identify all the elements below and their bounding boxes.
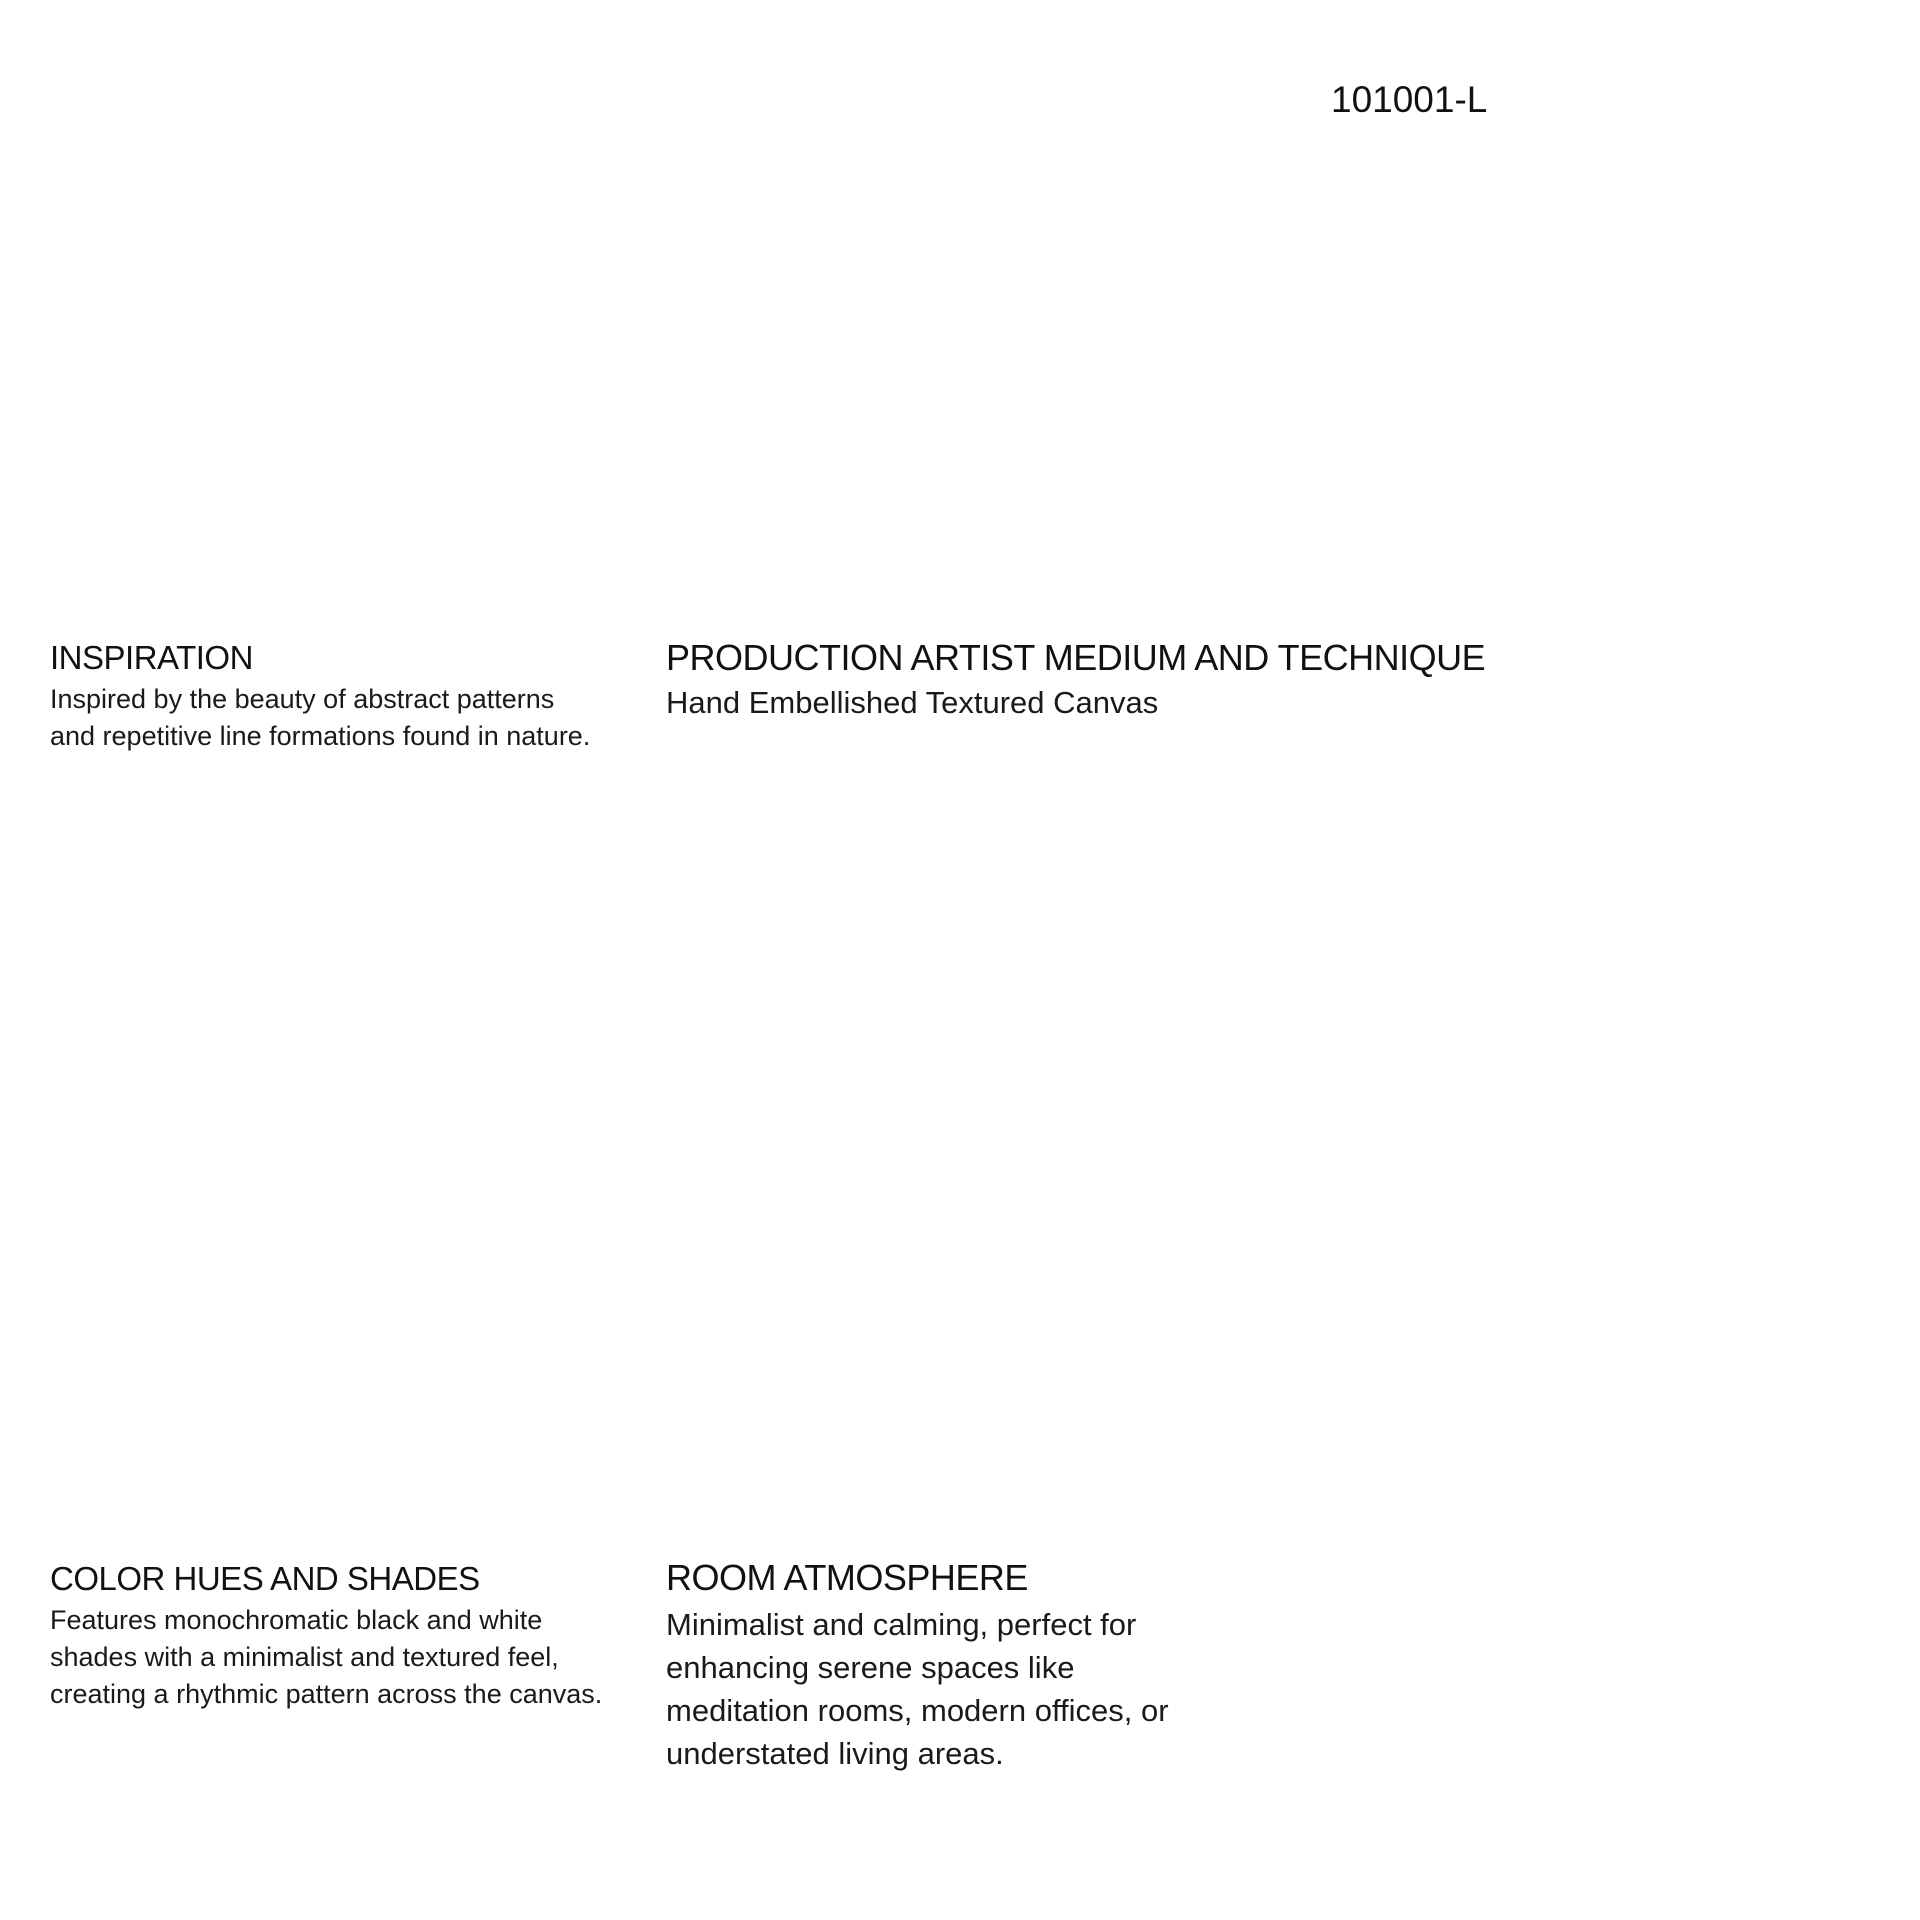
room-line: enhancing serene spaces like <box>666 1650 1075 1685</box>
room-line: understated living areas. <box>666 1736 1004 1771</box>
inspiration-line: Inspired by the beauty of abstract patterns <box>50 684 555 714</box>
color-line: shades with a minimalist and textured feel, <box>50 1642 559 1672</box>
production-line: Hand Embellished Textured Canvas <box>666 685 1159 720</box>
production-heading: PRODUCTION ARTIST MEDIUM AND TECHNIQUE <box>666 637 1486 678</box>
inspiration-text <box>50 681 650 755</box>
product-code: 101001-L <box>1331 79 1488 120</box>
inspiration-section <box>50 635 650 755</box>
color-line: Features monochromatic black and white <box>50 1605 543 1635</box>
room-line: meditation rooms, modern offices, or <box>666 1693 1169 1728</box>
color-section <box>50 1556 650 1713</box>
room-heading: ROOM ATMOSPHERE <box>666 1557 1028 1598</box>
room-line: Minimalist and calming, perfect for <box>666 1607 1137 1642</box>
production-section <box>666 633 1566 723</box>
color-line: creating a rhythmic pattern across the canvas. <box>50 1679 603 1709</box>
inspiration-heading: INSPIRATION <box>50 639 253 676</box>
color-text <box>50 1602 650 1713</box>
production-text <box>666 683 1566 723</box>
room-section <box>666 1553 1226 1775</box>
inspiration-line: and repetitive line formations found in nature. <box>50 721 591 751</box>
color-heading: COLOR HUES AND SHADES <box>50 1560 480 1597</box>
room-text <box>666 1603 1226 1775</box>
